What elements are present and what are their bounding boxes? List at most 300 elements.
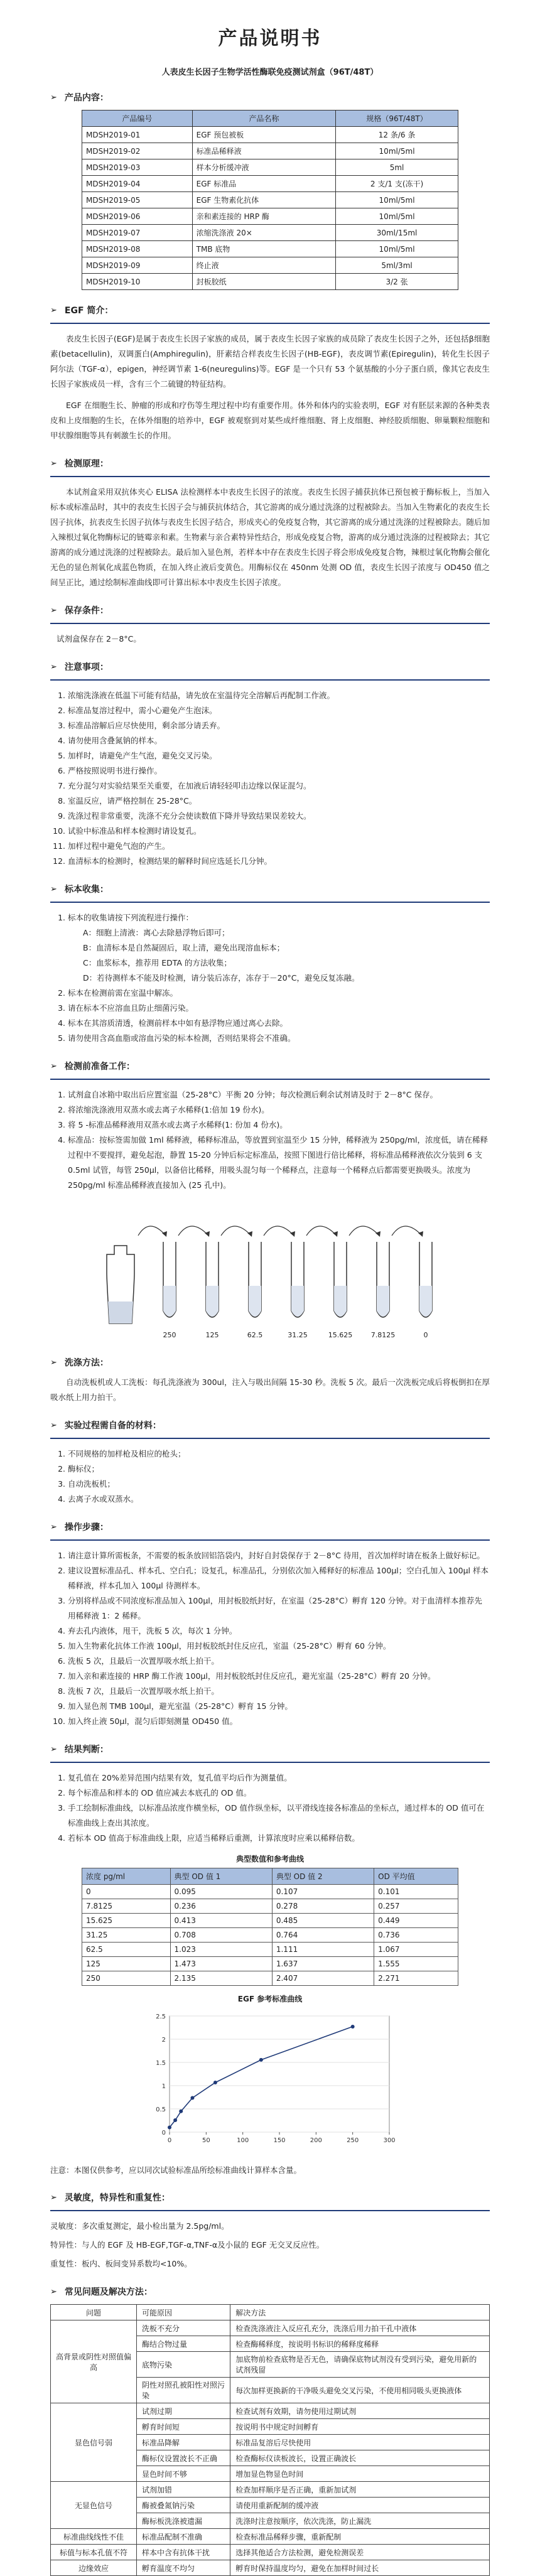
arrow-head [205,1231,210,1237]
section-title: 检测原理： [64,459,109,469]
x-tick-label: 100 [237,2137,249,2144]
table-header: 产品编号 [82,110,193,127]
tube-label: 250 [163,1331,176,1339]
table-header: 产品名称 [192,110,335,127]
od-data-table [82,1868,458,1986]
table-row [82,1899,458,1914]
table-row [82,1943,458,1957]
list-item: 7. 充分混匀对实验结果至关重要，在加液后请轻轻叩击边缘以保证混匀。 [68,779,490,794]
section-title: 常见问题及解决方法： [64,2287,153,2297]
sample-sub-list [68,925,490,986]
list-item: 3. 将 5 -标准品稀释液用双蒸水或去离子水稀释(1: 份加 4 份水)。 [68,1118,490,1133]
y-tick-label: 2 [161,2037,166,2044]
tube-label: 7.8125 [370,1331,396,1339]
section-divider [50,2210,490,2211]
x-tick-label: 0 [167,2137,172,2144]
table-cell: 1.473 [170,1957,272,1971]
table-row [51,2305,490,2320]
table-row [82,176,458,192]
list-item: 2. 标准品复溶过程中，需小心避免产生泡沫。 [68,703,490,718]
list-item: 10. 加入终止液 50μl，混匀后即刻测量 OD450 值。 [68,1714,490,1729]
tube-liquid [334,1286,347,1317]
data-point [351,2025,355,2029]
list-item: 2. 标本在检测前需在室温中解冻。 [68,986,490,1001]
tube-label: 15.625 [328,1331,353,1339]
table-cell: 0.485 [272,1914,374,1928]
x-tick-label: 250 [347,2137,359,2144]
solution-cell: 选择其他适合方法检测，避免检测误差 [230,2545,490,2560]
transfer-arrow [392,1226,422,1236]
section-title: 产品内容： [64,93,109,103]
table-cell: MDSH2019-04 [82,176,193,192]
table-cell: EGF 生物素化抗体 [192,192,335,208]
kit-contents-table [82,110,458,290]
tube-liquid [206,1286,219,1317]
table-cell: MDSH2019-08 [82,241,193,257]
tube-label: 31.25 [288,1331,308,1339]
data-point [173,2118,177,2122]
table-cell: 0.107 [272,1885,374,1899]
table-row [82,159,458,176]
table-row [51,2482,490,2498]
faq-table-body [51,2305,490,2576]
section-divider [50,1079,490,1080]
section-title: 灵敏度，特异性和重复性： [64,2193,170,2203]
list-item: 3. 请在标本不应溶血且防止细菌污染。 [68,1001,490,1016]
table-row [82,208,458,225]
table-cell: 0.413 [170,1914,272,1928]
section-divider [50,323,490,324]
table-cell: 1.637 [272,1957,374,1971]
table-cell: MDSH2019-09 [82,257,193,274]
list-item: 6. 洗板 5 次，且最后一次置厚吸水纸上拍干。 [68,1654,490,1669]
x-tick-label: 50 [202,2137,210,2144]
table-header: 问题 [51,2305,137,2320]
list-item-text: 标本的收集请按下列流程进行操作： [68,913,194,922]
transfer-arrow [221,1226,251,1236]
list-item: 6. 严格按照说明书进行操作。 [68,763,490,779]
list-item: 7. 加入亲和素连接的 HRP 酶工作液 100μl，用封板胶纸封住反应孔，避光室温（25-28°C）孵育 20 分钟。 [68,1669,490,1684]
table-header: 典型 OD 值 1 [170,1868,272,1885]
od-table-body [82,1885,458,1986]
list-item: 5. 加样时，请避免产生气泡，避免交叉污染。 [68,748,490,763]
table-row [82,143,458,159]
x-tick-label: 150 [273,2137,286,2144]
list-item: 2. 将浓缩洗涤液用双蒸水或去离子水稀释(1:倍加 19 份水)。 [68,1102,490,1118]
serial-dilution-diagram [94,1198,446,1342]
table-cell: MDSH2019-06 [82,208,193,225]
table-cell: EGF 标准品 [192,176,335,192]
table-caption: 典型数值和参考曲线 [235,1855,304,1863]
list-item: 12. 血清标本的检测时，检测结果的解释时间应选延长几分钟。 [68,854,490,869]
list-item: 4. 若标本 OD 值高于标准曲线上限，应适当稀释后重测，计算浓度时应乘以稀释倍数。 [68,1831,490,1846]
table-cell: MDSH2019-03 [82,159,193,176]
table-cell: 10ml/5ml [336,208,458,225]
problem-cell: 显色信号弱 [51,2403,137,2482]
arrow-head [375,1231,381,1237]
table-cell: 12 条/6 条 [336,127,458,143]
table-cell: 0.449 [374,1914,458,1928]
table-cell: 0.257 [374,1899,458,1914]
list-item: 2. 每个标准品和样本的 OD 值应减去本底孔的 OD 值。 [68,1786,490,1801]
cause-cell: 酶标仪设置波长不正确 [137,2450,230,2466]
stock-liquid [108,1301,133,1323]
sub-list-item: B：血清标本是自然凝固后，取上清，避免出现溶血标本； [83,943,285,952]
cause-cell: 试剂加错 [137,2482,230,2498]
table-header: OD 平均值 [374,1868,458,1885]
transfer-arrow [349,1226,379,1236]
problem-cell: 无显色信号 [51,2482,137,2529]
table-cell: 15.625 [82,1914,171,1928]
preparation-list [50,1087,490,1193]
sub-list-item: C：血浆标本，推荐用 EDTA 的方法收集； [83,958,232,967]
list-item: 4. 去离子水或双蒸水。 [68,1492,490,1507]
list-item: 8. 室温反应，请严格控制在 25-28°C。 [68,794,490,809]
arrow-right-icon: ➢ [50,2287,57,2297]
table-header: 浓度 pg/ml [82,1868,171,1885]
arrow-right-icon: ➢ [50,1420,57,1430]
tube-label: 0 [423,1331,428,1339]
list-item: 4. 标准品：按标签需加做 1ml 稀释液，稀释标准品，等放置到室温至少 15 分钟，稀释液为 250pg/ml，浓度低，请在稀释过程中不要搅拌，避免起泡，静置 15-20 分钟后标定标准品，按照下图进行倍比稀释，将标准品稀释液依次分装到 6 支 0.5ml 试管，每管 250μl，以备倍比稀释，用吸头混匀每一个稀释点，注意每一个稀释点后都需要更换吸头。浓度为 250pg/ml 标准品稀释液直接加入 (25 孔中)。 [68,1133,490,1193]
solution-cell: 检查酶稀释度，按说明书标识的稀释度稀释 [230,2336,490,2352]
section-divider [50,902,490,903]
section-title: 操作步骤： [64,1522,109,1533]
table-cell: 10ml/5ml [336,192,458,208]
table-cell: 封板胶纸 [192,274,335,290]
table-cell: 62.5 [82,1943,171,1957]
chart-title: EGF 参考标准曲线 [237,1995,303,2003]
document-subtitle: 人表皮生长因子生物学活性酶联免疫测试剂盒（96T/48T） [161,68,379,77]
list-item: 3. 手工绘制标准曲线，以标准品浓度作横坐标，OD 值作纵坐标，以平滑线连接各标准品的坐标点，通过样本的 OD 值可在标准曲线上查出其浓度。 [68,1801,490,1831]
document-page [0,23,540,2576]
arrow-right-icon: ➢ [50,1061,57,1071]
arrow-head [333,1231,338,1237]
table-cell: 浓缩洗涤液 20× [192,225,335,241]
cause-cell: 酶被叠氮钠污染 [137,2498,230,2513]
list-item: 5. 加入生物素化抗体工作液 100μl，用封板胶纸封住反应孔，室温（25-28°C）孵育 60 分钟。 [68,1639,490,1654]
table-cell: 0.736 [374,1928,458,1943]
tube-liquid [249,1286,261,1317]
list-item: 5. 请勿使用含高血脂或溶血污染的标本检测，否则结果将会不准确。 [68,1031,490,1046]
table-cell: 30ml/15ml [336,225,458,241]
arrow-right-icon: ➢ [50,1357,57,1367]
cause-cell: 标准品降解 [137,2435,230,2450]
table-cell: 样本分析缓冲液 [192,159,335,176]
transfer-arrow [264,1226,294,1236]
chart-note: 注意：本图仅供参考，应以同次试验标准品所绘标准曲线计算样本含量。 [50,2165,302,2175]
arrow-head [247,1231,252,1237]
data-point [213,2081,217,2084]
standard-curve-chart [138,2007,402,2157]
solution-cell: 检查试剂有效期，请勿使用过期试剂 [230,2403,490,2419]
cause-cell: 标准品配制不准确 [137,2529,230,2545]
table-row [51,2403,490,2419]
performance-line: 重复性：板内、板间变异系数均<10%。 [50,2259,192,2268]
solution-cell: 检查酶标仪读板波长，设置正确波长 [230,2450,490,2466]
section-principle [50,457,490,470]
y-tick-label: 1.5 [156,2060,166,2067]
solution-cell: 增加显色物显色时间 [230,2466,490,2482]
table-cell: 10ml/5ml [336,241,458,257]
table-cell: 0.095 [170,1885,272,1899]
section-divider [50,1539,490,1541]
data-point [190,2096,194,2100]
section-title: 注意事项： [64,662,109,672]
table-row [82,192,458,208]
plot-area [170,2016,389,2132]
table-cell: 3/2 张 [336,274,458,290]
cautions-list [50,688,490,869]
table-row [82,241,458,257]
list-item: 1. 不同规格的加样枪及相应的枪头； [68,1447,490,1462]
list-item: 11. 加样过程中避免气泡的产生。 [68,839,490,854]
table-cell: MDSH2019-05 [82,192,193,208]
table-row [82,127,458,143]
table-cell: 1.111 [272,1943,374,1957]
cause-cell: 底物污染 [137,2352,230,2378]
list-item: 1. 复孔值在 20%差异范围内结果有效，复孔值平均后作为测量值。 [68,1770,490,1786]
paragraph: 自动洗板机或人工洗板：每孔洗涤液为 300ul，注入与吸出间隔 15-30 秒。洗板 5 次。最后一次洗板完成后将板倒扣在厚吸水纸上用力拍干。 [50,1377,490,1402]
table-cell: EGF 预包被板 [192,127,335,143]
list-item: 3. 自动洗板机； [68,1477,490,1492]
self-prep-list [50,1447,490,1507]
list-item: 4. 弃去孔内液体，甩干，洗板 5 次，每次 1 分钟。 [68,1624,490,1639]
tube-label: 62.5 [247,1331,263,1339]
table-row [51,2560,490,2576]
table-cell: MDSH2019-01 [82,127,193,143]
table-cell: 7.8125 [82,1899,171,1914]
list-item: 1. 试剂盒自冰箱中取出后应置室温（25-28°C）平衡 20 分钟；每次检测后剩余试剂请及时于 2－8°C 保存。 [68,1087,490,1102]
arrow-right-icon: ➢ [50,605,57,615]
list-item: 1. 浓缩洗涤液在低温下可能有结晶，请先放在室温待完全溶解后再配制工作液。 [68,688,490,703]
solution-cell: 检查加样顺序是否正确，重新加试剂 [230,2482,490,2498]
list-item [68,910,490,986]
cause-cell: 酶标板洗涤被遗漏 [137,2513,230,2529]
problem-cell: 标值与标本孔值不符 [51,2545,137,2560]
table-cell: TMB 底物 [192,241,335,257]
y-tick-label: 2.5 [156,2013,166,2020]
section-title: EGF 简介： [64,306,114,316]
cause-cell: 酶结合物过量 [137,2336,230,2352]
table-cell: 2 支/1 支(冻干) [336,176,458,192]
section-contents [50,91,490,104]
section-calculation [50,1743,490,1755]
table-cell: MDSH2019-07 [82,225,193,241]
solution-cell: 加底物前检查底物是否无色，请确保底物试剂没有受到污染，避免用新的试剂残留 [230,2352,490,2378]
table-cell: 2.407 [272,1971,374,1986]
table-cell: 2.135 [170,1971,272,1986]
list-item: 1. 请注意计算所需板条，不需要的板条放回铝箔袋内，封好自封袋保存于 2－8°C 待用，首次加样时请在板条上做好标记。 [68,1548,490,1563]
table-cell: 1.023 [170,1943,272,1957]
table-row [51,2320,490,2336]
table-row [82,274,458,290]
table-cell: 125 [82,1957,171,1971]
section-performance [50,2191,490,2204]
section-egf-intro [50,304,490,316]
performance-line: 灵敏度：多次重复测定，最小检出量为 2.5pg/ml。 [50,2221,229,2231]
cause-cell: 孵育时间短 [137,2419,230,2435]
cause-cell: 显色时间不够 [137,2466,230,2482]
arrow-right-icon: ➢ [50,92,57,102]
solution-cell: 检查标准品稀释步骤，重新配制 [230,2529,490,2545]
arrow-right-icon: ➢ [50,2192,57,2202]
data-point [259,2058,263,2062]
paragraph: 本试剂盒采用双抗体夹心 ELISA 法检测样本中表皮生长因子的浓度。表皮生长因子捕获抗体已预包被于酶标板上，当加入标本或标准品时，其中的表皮生长因子会与捕获抗体结合，其它游离的成分通过洗涤的过程被除去。当加入生物素化的表皮生长因子抗体，抗表皮生长因子抗体与表皮生长因子结合，形成夹心的免疫复合物，其它游离的成分通过洗涤的过程被除去。随后加入辣根过氧化物酶标记的链霉亲和素。生物素与亲合素特异性结合，形成免疫复合物，游离的成分通过洗涤的过程被除去；其它游离的成分通过洗涤的过程被除去。最后加入显色剂，若样本中存在表皮生长因子将会形成免疫复合物，辣根过氧化物酶会催化无色的显色剂氧化成蓝色物质，在加入终止液后变黄色。用酶标仪在 450nm 处测 OD 值，表皮生长因子浓度与 OD450 值之间呈正比，通过绘制标准曲线即可计算出标本中表皮生长因子浓度。 [50,487,490,587]
table-cell: 终止液 [192,257,335,274]
list-item: 9. 加入显色剂 TMB 100μl，避光室温（25-28°C）孵育 15 分钟。 [68,1699,490,1714]
table-row [82,1957,458,1971]
arrow-right-icon: ➢ [50,305,57,315]
data-point [168,2126,171,2130]
section-divider [50,623,490,624]
data-point [179,2110,183,2113]
solution-cell: 检查洗涤液注入反应孔充分，洗涤后用力拍干孔中液体 [230,2320,490,2336]
tube-liquid [163,1286,176,1317]
tube-label: 125 [205,1331,219,1339]
table-row [82,1928,458,1943]
sub-list-item: A：细胞上清液：离心去除悬浮物后即可； [83,928,230,937]
section-divider [50,476,490,477]
table-cell: 标准品稀释液 [192,143,335,159]
table-cell: 1.555 [374,1957,458,1971]
table-row [51,2545,490,2560]
table-cell: MDSH2019-10 [82,274,193,290]
arrow-right-icon: ➢ [50,1522,57,1532]
list-item: 9. 洗涤过程非常重要，洗涤不充分会使读数值下降并导致结果误差较大。 [68,809,490,824]
table-cell: 5ml/3ml [336,257,458,274]
section-title: 洗涤方法： [64,1358,109,1368]
tube-liquid [377,1286,389,1317]
tube-liquid [291,1286,304,1317]
table-header: 规格（96T/48T） [336,110,458,127]
section-divider [50,679,490,681]
cause-cell: 阴性对照孔被阳性对照污染 [137,2378,230,2403]
section-faq [50,2285,490,2298]
storage-text: 试剂盒保存在 2－8°C。 [57,634,141,644]
section-title: 检测前准备工作： [64,1062,135,1072]
y-tick-label: 0 [161,2130,166,2137]
cause-cell: 洗板不充分 [137,2320,230,2336]
table-row [82,257,458,274]
table-header: 可能原因 [137,2305,230,2320]
list-item: 8. 洗板 7 次，且最后一次置厚吸水纸上拍干。 [68,1684,490,1699]
table-cell: 10ml/5ml [336,143,458,159]
problem-cell: 边缘效应 [51,2560,137,2576]
table-cell: 5ml [336,159,458,176]
table-cell: 0.236 [170,1899,272,1914]
table-row [82,225,458,241]
section-title: 实验过程需自备的材料： [64,1421,161,1431]
table-cell: 0.278 [272,1899,374,1914]
transfer-arrow [306,1226,337,1236]
chart-svg [138,2007,402,2157]
table-cell: 亲和素连接的 HRP 酶 [192,208,335,225]
section-title: 保存条件： [64,606,109,616]
section-self-prep [50,1419,490,1431]
table-cell: MDSH2019-02 [82,143,193,159]
table-cell: 1.067 [374,1943,458,1957]
list-item: 3. 分别将样品或不同浓度标准品加入 100μl，用封板胶纸封好，在室温（25-28°C）孵育 120 分钟。对于血清样本推荐先用稀释液 1：2 稀释。 [68,1593,490,1624]
cause-cell: 孵育温度不均匀 [137,2560,230,2576]
list-item: 3. 标准品溶解后应尽快使用，剩余部分请丢弃。 [68,718,490,733]
table-header: 解决方法 [230,2305,490,2320]
section-title: 标本收集： [64,885,109,895]
performance-line: 特异性：与人的 EGF 及 HB-EGF,TGF-α,TNF-α及小鼠的 EGF 无交叉反应性。 [50,2240,325,2250]
section-title: 结果判断： [64,1745,109,1755]
list-item: 4. 标本在其溶质清透，检测前样本中如有悬浮物应通过离心去除。 [68,1016,490,1031]
y-tick-label: 0.5 [156,2106,166,2113]
table-cell: 2.271 [374,1971,458,1986]
cause-cell: 试剂过期 [137,2403,230,2419]
table-cell: 250 [82,1971,171,1986]
document-title: 产品说明书 [218,28,322,50]
section-storage [50,604,490,617]
arrow-right-icon: ➢ [50,1744,57,1754]
problem-cell: 高背景或阴性对照值偏高 [51,2320,137,2403]
list-item: 10. 试验中标准品和样本检测时请设复孔。 [68,824,490,839]
solution-cell: 标准品复溶后尽快使用 [230,2435,490,2450]
arrow-head [418,1231,423,1237]
tube-liquid [419,1286,432,1317]
table-row [82,1971,458,1986]
paragraph: 表皮生长因子(EGF)是属于表皮生长因子家族的成员，属于表皮生长因子家族的成员除了表皮生长因子之外，还包括β细胞素(betacellulin)，双调蛋白(Amphiregulin)，肝素结合样表皮生长因子(HB-EGF)，表皮调节素(Epiregulin)，转化生长因子阿尔法（TGF-α），epigen，神经调节素 1-6(neuregulins)等。EGF 是一个只有 53 个氨基酸的小分子蛋白质，像其它表皮生长因子家族成员一样，含有三个二硫键的特征结构。 [50,334,490,389]
table-header: 典型 OD 值 2 [272,1868,374,1885]
sub-list-item: D：若待测样本不能及时检测，请分装后冻存，冻存于－20°C，避免反复冻融。 [83,973,360,983]
section-wash [50,1356,490,1369]
section-cautions [50,660,490,673]
problem-cell: 标准曲线线性不佳 [51,2529,137,2545]
solution-cell: 洗涤时注意按顺序，依次洗涤，防止漏洗 [230,2513,490,2529]
x-tick-label: 200 [310,2137,322,2144]
table-row [51,2529,490,2545]
arrow-right-icon: ➢ [50,662,57,672]
solution-cell: 按说明书中规定时间孵育 [230,2419,490,2435]
arrow-right-icon: ➢ [50,458,57,468]
section-divider [50,1762,490,1763]
x-tick-label: 300 [383,2137,396,2144]
transfer-arrow [178,1226,208,1236]
performance-list [50,2219,490,2272]
table-row [82,1914,458,1928]
list-item: 2. 酶标仪； [68,1462,490,1477]
table-cell: 0.708 [170,1928,272,1943]
section-sample-collection [50,883,490,895]
kit-table-body [82,127,458,290]
table-cell: 0 [82,1885,171,1899]
arrow-head [290,1231,295,1237]
y-tick-label: 1 [161,2083,166,2090]
sample-list [50,910,490,1046]
section-procedure [50,1521,490,1533]
troubleshooting-table [50,2304,490,2576]
solution-cell: 每次加样更换新的干净吸头避免交叉污染，不使用相同吸头更换液体 [230,2378,490,2403]
section-preparation [50,1060,490,1072]
solution-cell: 请使用重新配制的缓冲液 [230,2498,490,2513]
arrow-right-icon: ➢ [50,884,57,894]
table-cell: 0.101 [374,1885,458,1899]
cause-cell: 样本中含有抗体干扰 [137,2545,230,2560]
table-row [82,1885,458,1899]
list-item: 2. 建议设置标准品孔、样本孔、空白孔；设复孔，标准品孔，分别依次加入稀释好的标准品 100μl；空白孔加入 100μl 样本稀释液，样本孔加入 100μl 待测样本。 [68,1563,490,1593]
calculation-list [50,1770,490,1846]
section-divider [50,1438,490,1439]
solution-cell: 孵育时保持温度均匀，避免在加样时间过长 [230,2560,490,2576]
procedure-list [50,1548,490,1729]
table-cell: 0.764 [272,1928,374,1943]
table-cell: 31.25 [82,1928,171,1943]
list-item: 4. 请勿使用含叠氮钠的样本。 [68,733,490,748]
transfer-arrow [138,1226,166,1236]
